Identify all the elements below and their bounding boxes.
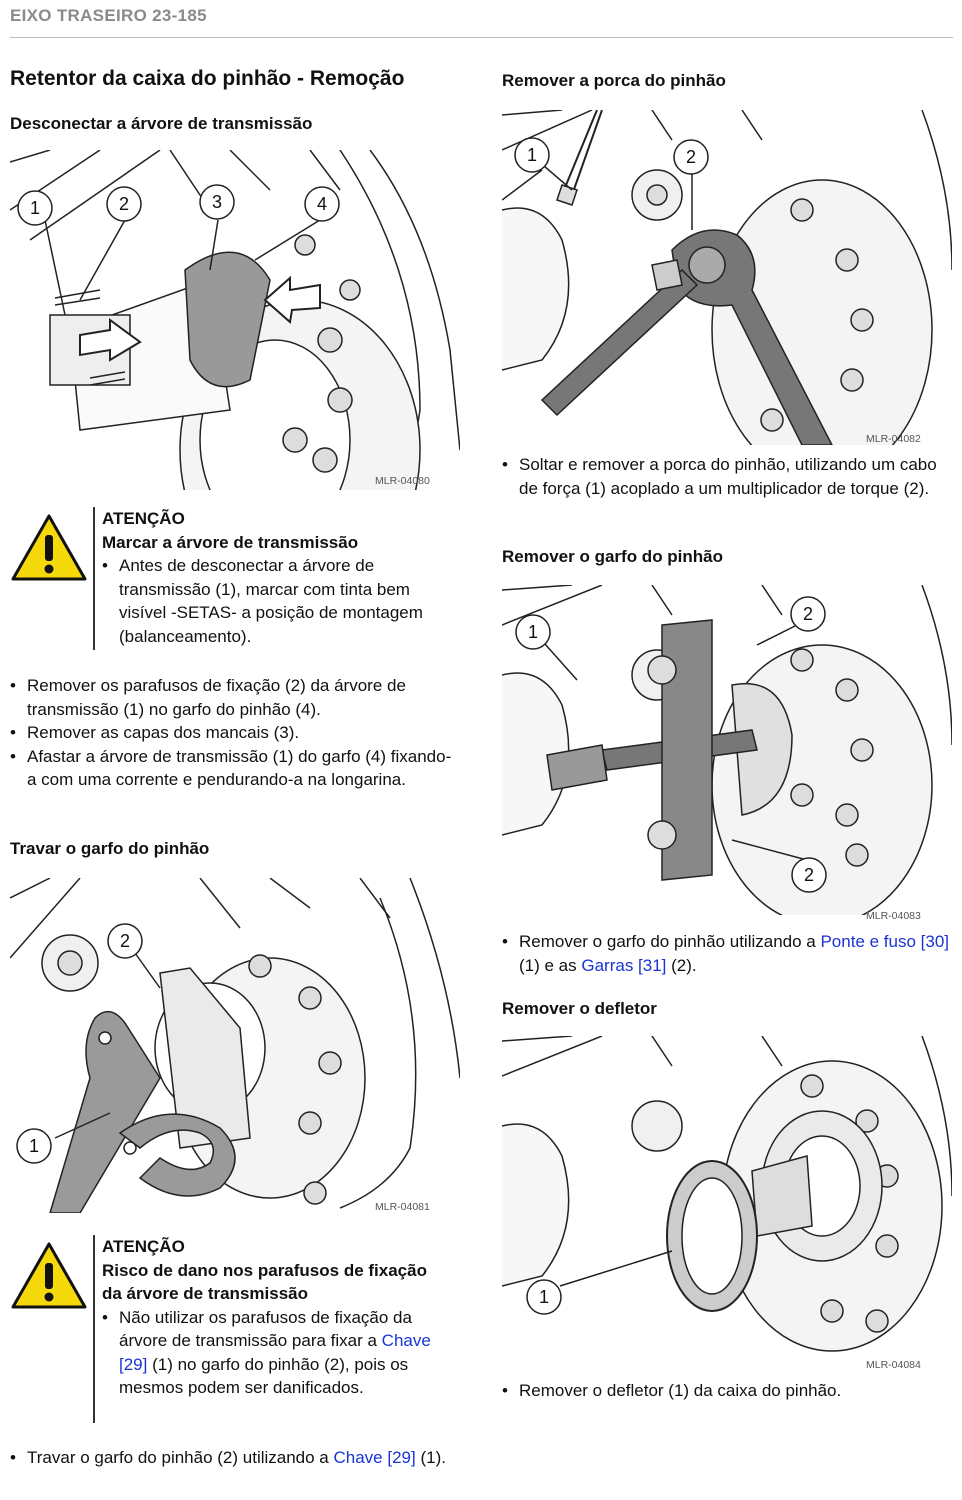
warning-label: ATENÇÃO: [102, 509, 185, 528]
callout-1: 1: [28, 1136, 40, 1156]
list-item: • Afastar a árvore de transmissão (1) do garfo (4) fixando-a com uma corrente e pendurando-a na longarina.: [10, 745, 455, 792]
figure-remove-nut: [502, 110, 952, 445]
list-item: • Travar o garfo do pinhão (2) utilizando a Chave [29] (1).: [10, 1446, 455, 1470]
main-title: Retentor da caixa do pinhão - Remoção: [10, 67, 405, 90]
link-chave-29[interactable]: Chave [29]: [119, 1331, 431, 1374]
figure-code: MLR-04080: [375, 475, 430, 487]
section-heading-lock-yoke: Travar o garfo do pinhão: [10, 839, 210, 858]
section-heading-remove-deflector: Remover o defletor: [502, 999, 657, 1018]
steps-lock-yoke: [10, 1446, 455, 1470]
warning-box-mark-driveshaft: [10, 507, 460, 650]
callout-2: 2: [119, 931, 131, 951]
link-ponte-e-fuso-30[interactable]: Ponte e fuso [30]: [820, 932, 950, 951]
header-divider: [10, 37, 953, 38]
callout-1: 1: [527, 622, 539, 642]
link-chave-29[interactable]: Chave [29]: [333, 1448, 416, 1467]
warning-title: Risco de dano nos parafusos de fixação da árvore de transmissão: [102, 1260, 427, 1303]
list-item: • Soltar e remover a porca do pinhão, utilizando um cabo de força (1) acoplado a um multiplicador de torque (2).: [502, 453, 954, 500]
callout-1: 1: [526, 145, 538, 165]
warning-box-bolt-damage: [10, 1235, 460, 1423]
figure-lock-yoke: [10, 878, 460, 1213]
figure-remove-yoke: [502, 585, 952, 915]
steps-remove-nut: [502, 453, 954, 500]
link-garras-31[interactable]: Garras [31]: [581, 955, 667, 975]
figure-code: MLR-04084: [866, 1359, 921, 1371]
warning-bullet: • Antes de desconectar a árvore de transmissão (1), marcar com tinta bem visível -SETAS- a posição de montagem (balanceamento).: [102, 554, 452, 648]
callout-1: 1: [538, 1287, 550, 1307]
callout-2: 2: [685, 147, 697, 167]
warning-bullet: • Não utilizar os parafusos de fixação da árvore de transmissão para fixar a Chave [29] (1) no garfo do pinhão (2), pois os mesmos podem ser danificados.: [102, 1306, 447, 1400]
list-item: • Remover o garfo do pinhão utilizando a Ponte e fuso [30] (1) e as Garras [31] (2).: [502, 930, 954, 977]
callout-4: 4: [316, 194, 328, 214]
figure-remove-deflector: [502, 1036, 952, 1366]
figure-code: MLR-04083: [866, 910, 921, 922]
figure-code: MLR-04082: [866, 433, 921, 445]
warning-icon: [10, 513, 88, 588]
page-header: EIXO TRASEIRO 23-185: [10, 6, 207, 25]
callout-2: 2: [803, 865, 815, 885]
section-heading-remove-yoke: Remover o garfo do pinhão: [502, 547, 724, 566]
section-heading-disconnect: Desconectar a árvore de transmissão: [10, 114, 313, 133]
list-item: • Remover o defletor (1) da caixa do pinhão.: [502, 1379, 954, 1403]
callout-2: 2: [118, 194, 130, 214]
warning-label: ATENÇÃO: [102, 1237, 185, 1256]
list-item: • Remover os parafusos de fixação (2) da árvore de transmissão (1) no garfo do pinhão (4).: [10, 674, 455, 721]
figure-code: MLR-04081: [375, 1201, 430, 1213]
steps-remove-deflector: [502, 1379, 954, 1403]
steps-disconnect: [10, 674, 455, 792]
list-item: • Remover as capas dos mancais (3).: [10, 721, 455, 745]
figure-disconnect-driveshaft: [10, 150, 460, 490]
warning-title: Marcar a árvore de transmissão: [102, 532, 359, 552]
warning-icon: [10, 1241, 88, 1316]
steps-remove-yoke: [502, 930, 954, 977]
callout-2: 2: [802, 604, 814, 624]
callout-3: 3: [211, 192, 223, 212]
section-heading-remove-nut: Remover a porca do pinhão: [502, 71, 726, 90]
callout-1: 1: [29, 198, 41, 218]
